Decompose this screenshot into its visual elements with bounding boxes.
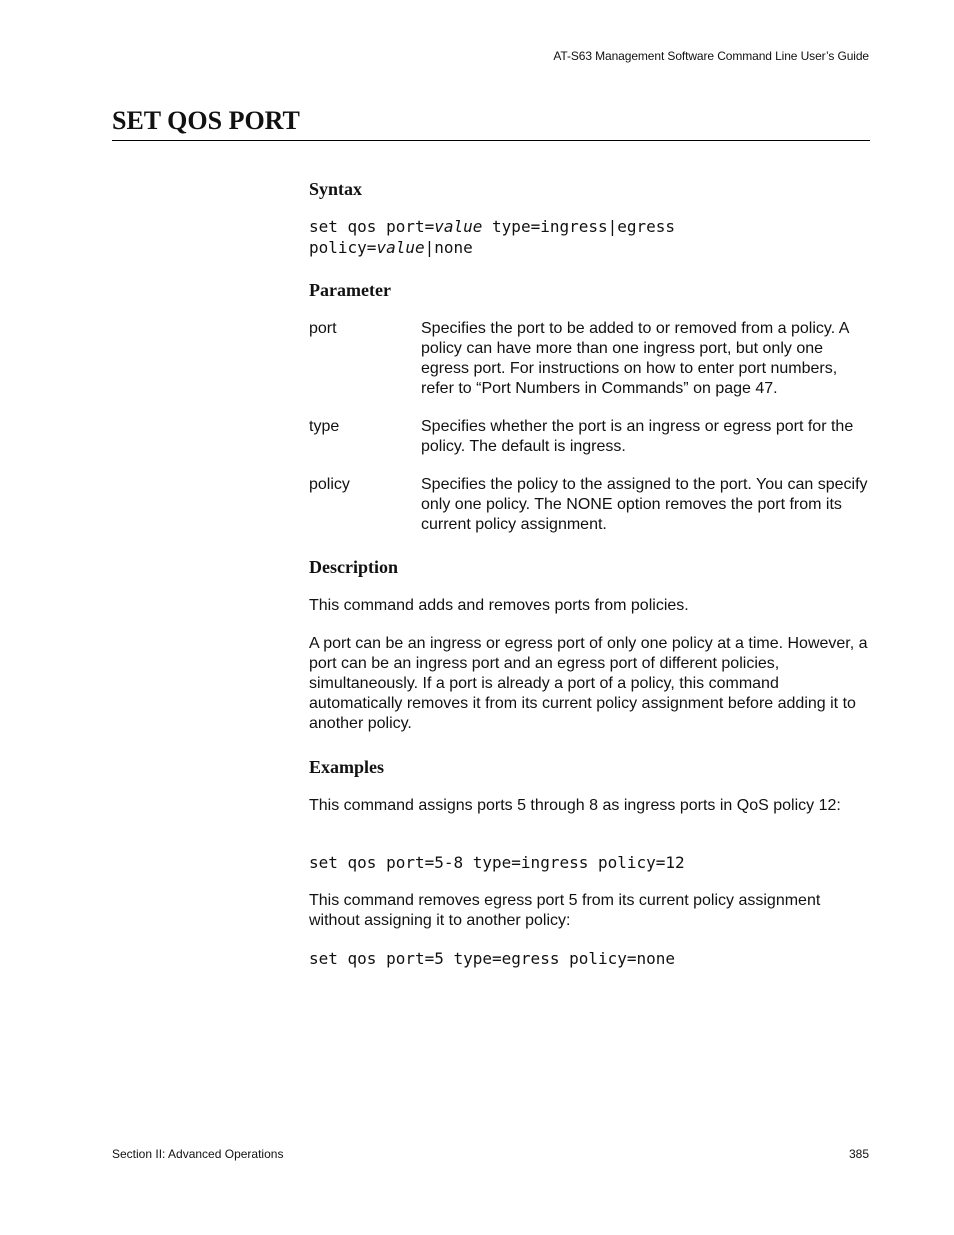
description-para-1: This command adds and removes ports from policies.: [309, 597, 689, 614]
syntax-line2-value: value: [376, 238, 425, 257]
page-number: 385: [848, 1147, 869, 1161]
example-intro-1: This command assigns ports 5 through 8 as ingress ports in QoS policy 12:: [309, 797, 841, 814]
param-desc: Specifies the port to be added to or removed from a policy. A policy can have more than one ingress port, but only one egress port. For instructions on how to enter port numbers, refer to “Port Numbers in Commands” on page 47.: [421, 320, 849, 397]
syntax-line1-value: value: [434, 217, 483, 236]
syntax-heading: Syntax: [309, 179, 363, 199]
description-heading: Description: [309, 557, 398, 577]
param-name: policy: [309, 476, 350, 493]
example-intro-2: This command removes egress port 5 from its current policy assignment without assigning it to another policy:: [309, 892, 821, 929]
example-code-1: set qos port=5-8 type=ingress policy=12: [309, 853, 685, 872]
page-title: SET QOS PORT: [112, 106, 300, 135]
param-name: port: [309, 320, 337, 337]
syntax-line2-a: policy=: [309, 238, 377, 257]
syntax-line2-c: |none: [424, 238, 473, 257]
footer-section: Section II: Advanced Operations: [112, 1147, 284, 1161]
param-desc: Specifies the policy to the assigned to the port. You can specify only one policy. The NONE option removes the port from its current policy assignment.: [421, 476, 868, 533]
example-code-2: set qos port=5 type=egress policy=none: [309, 949, 676, 968]
running-header: AT-S63 Management Software Command Line User’s Guide: [553, 49, 869, 63]
description-para-2: A port can be an ingress or egress port of only one policy at a time. However, a port can be an ingress port and an egress port of different policies, simultaneously. If a port is already a port of a policy, this command automatically removes it from its current policy assignment before adding it to another policy.: [309, 635, 868, 732]
parameter-heading: Parameter: [309, 280, 391, 300]
syntax-line1-c: type=ingress|egress: [482, 217, 676, 236]
examples-heading: Examples: [309, 757, 385, 777]
param-desc: Specifies whether the port is an ingress or egress port for the policy. The default is ingress.: [421, 418, 854, 455]
param-name: type: [309, 418, 340, 435]
title-rule: [112, 140, 870, 141]
syntax-code: [309, 216, 675, 258]
syntax-line1-a: set qos port=: [309, 217, 435, 236]
